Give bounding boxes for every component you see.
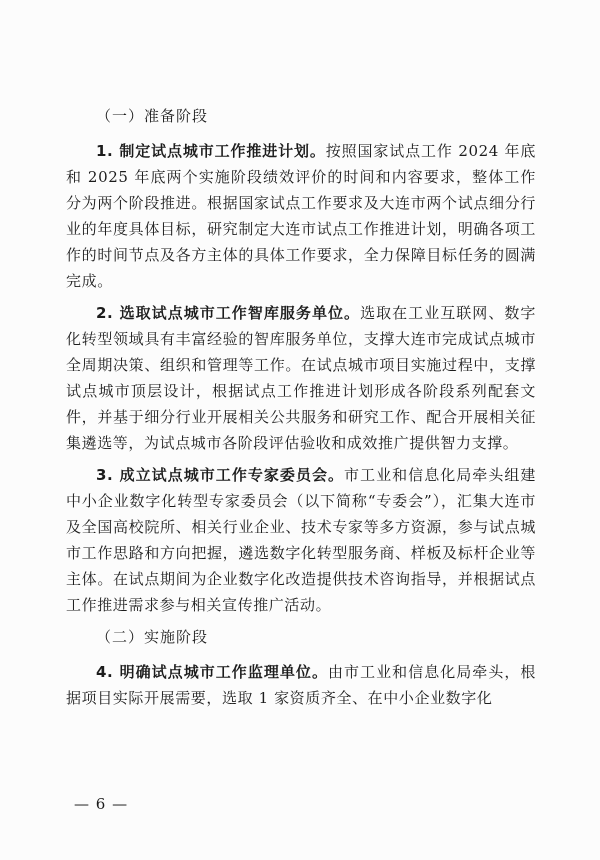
document-body	[66, 103, 536, 717]
item-4-title: 4. 明确试点城市工作监理单位。	[96, 663, 328, 681]
item-1-title: 1. 制定试点城市工作推进计划。	[96, 142, 326, 160]
paragraph-item-4	[66, 659, 536, 711]
section-heading-implementation: （二）实施阶段	[96, 628, 209, 646]
paragraph-item-3	[66, 462, 536, 618]
paragraph-item-2	[66, 300, 536, 456]
paragraph-item-1	[66, 138, 536, 294]
item-2-title: 2. 选取试点城市工作智库服务单位。	[96, 304, 361, 322]
item-3-title: 3. 成立试点城市工作专家委员会。	[96, 466, 345, 484]
item-3-text: 市工业和信息化局牵头组建中小企业数字化转型专家委员会（以下简称“专委会”），汇集大连市及全国高校院所、相关行业企业、技术专家等多方资源，参与试点城市工作思路和方向把握，遴选数字化转型服务商、样板及标杆企业等主体。在试点期间为企业数字化改造提供技术咨询指导，并根据试点工作推进需求参与相关宣传推广活动。	[66, 466, 537, 614]
page-number: — 6 —	[74, 795, 129, 813]
item-2-text: 选取在工业互联网、数字化转型领域具有丰富经验的智库服务单位，支撑大连市完成试点城市全周期决策、组织和管理等工作。在试点城市项目实施过程中，支撑试点城市顶层设计，根据试点工作推进计划形成各阶段系列配套文件，并基于细分行业开展相关公共服务和研究工作、配合开展相关征集遴选等，为试点城市各阶段评估验收和成效推广提供智力支撑。	[66, 304, 536, 452]
section-heading-preparation: （一）准备阶段	[96, 107, 209, 125]
item-4-text: 由市工业和信息化局牵头，根据项目实际开展需要，选取 1 家资质齐全、在中小企业数字化	[66, 663, 536, 707]
item-1-text: 按照国家试点工作 2024 年底和 2025 年底两个实施阶段绩效评价的时间和内容要求，整体工作分为两个阶段推进。根据国家试点工作要求及大连市两个试点细分行业的年度具体目标，研究制定大连市试点工作推进计划，明确各项工作的时间节点及各方主体的具体工作要求，全力保障目标任务的圆满完成。	[66, 142, 537, 290]
